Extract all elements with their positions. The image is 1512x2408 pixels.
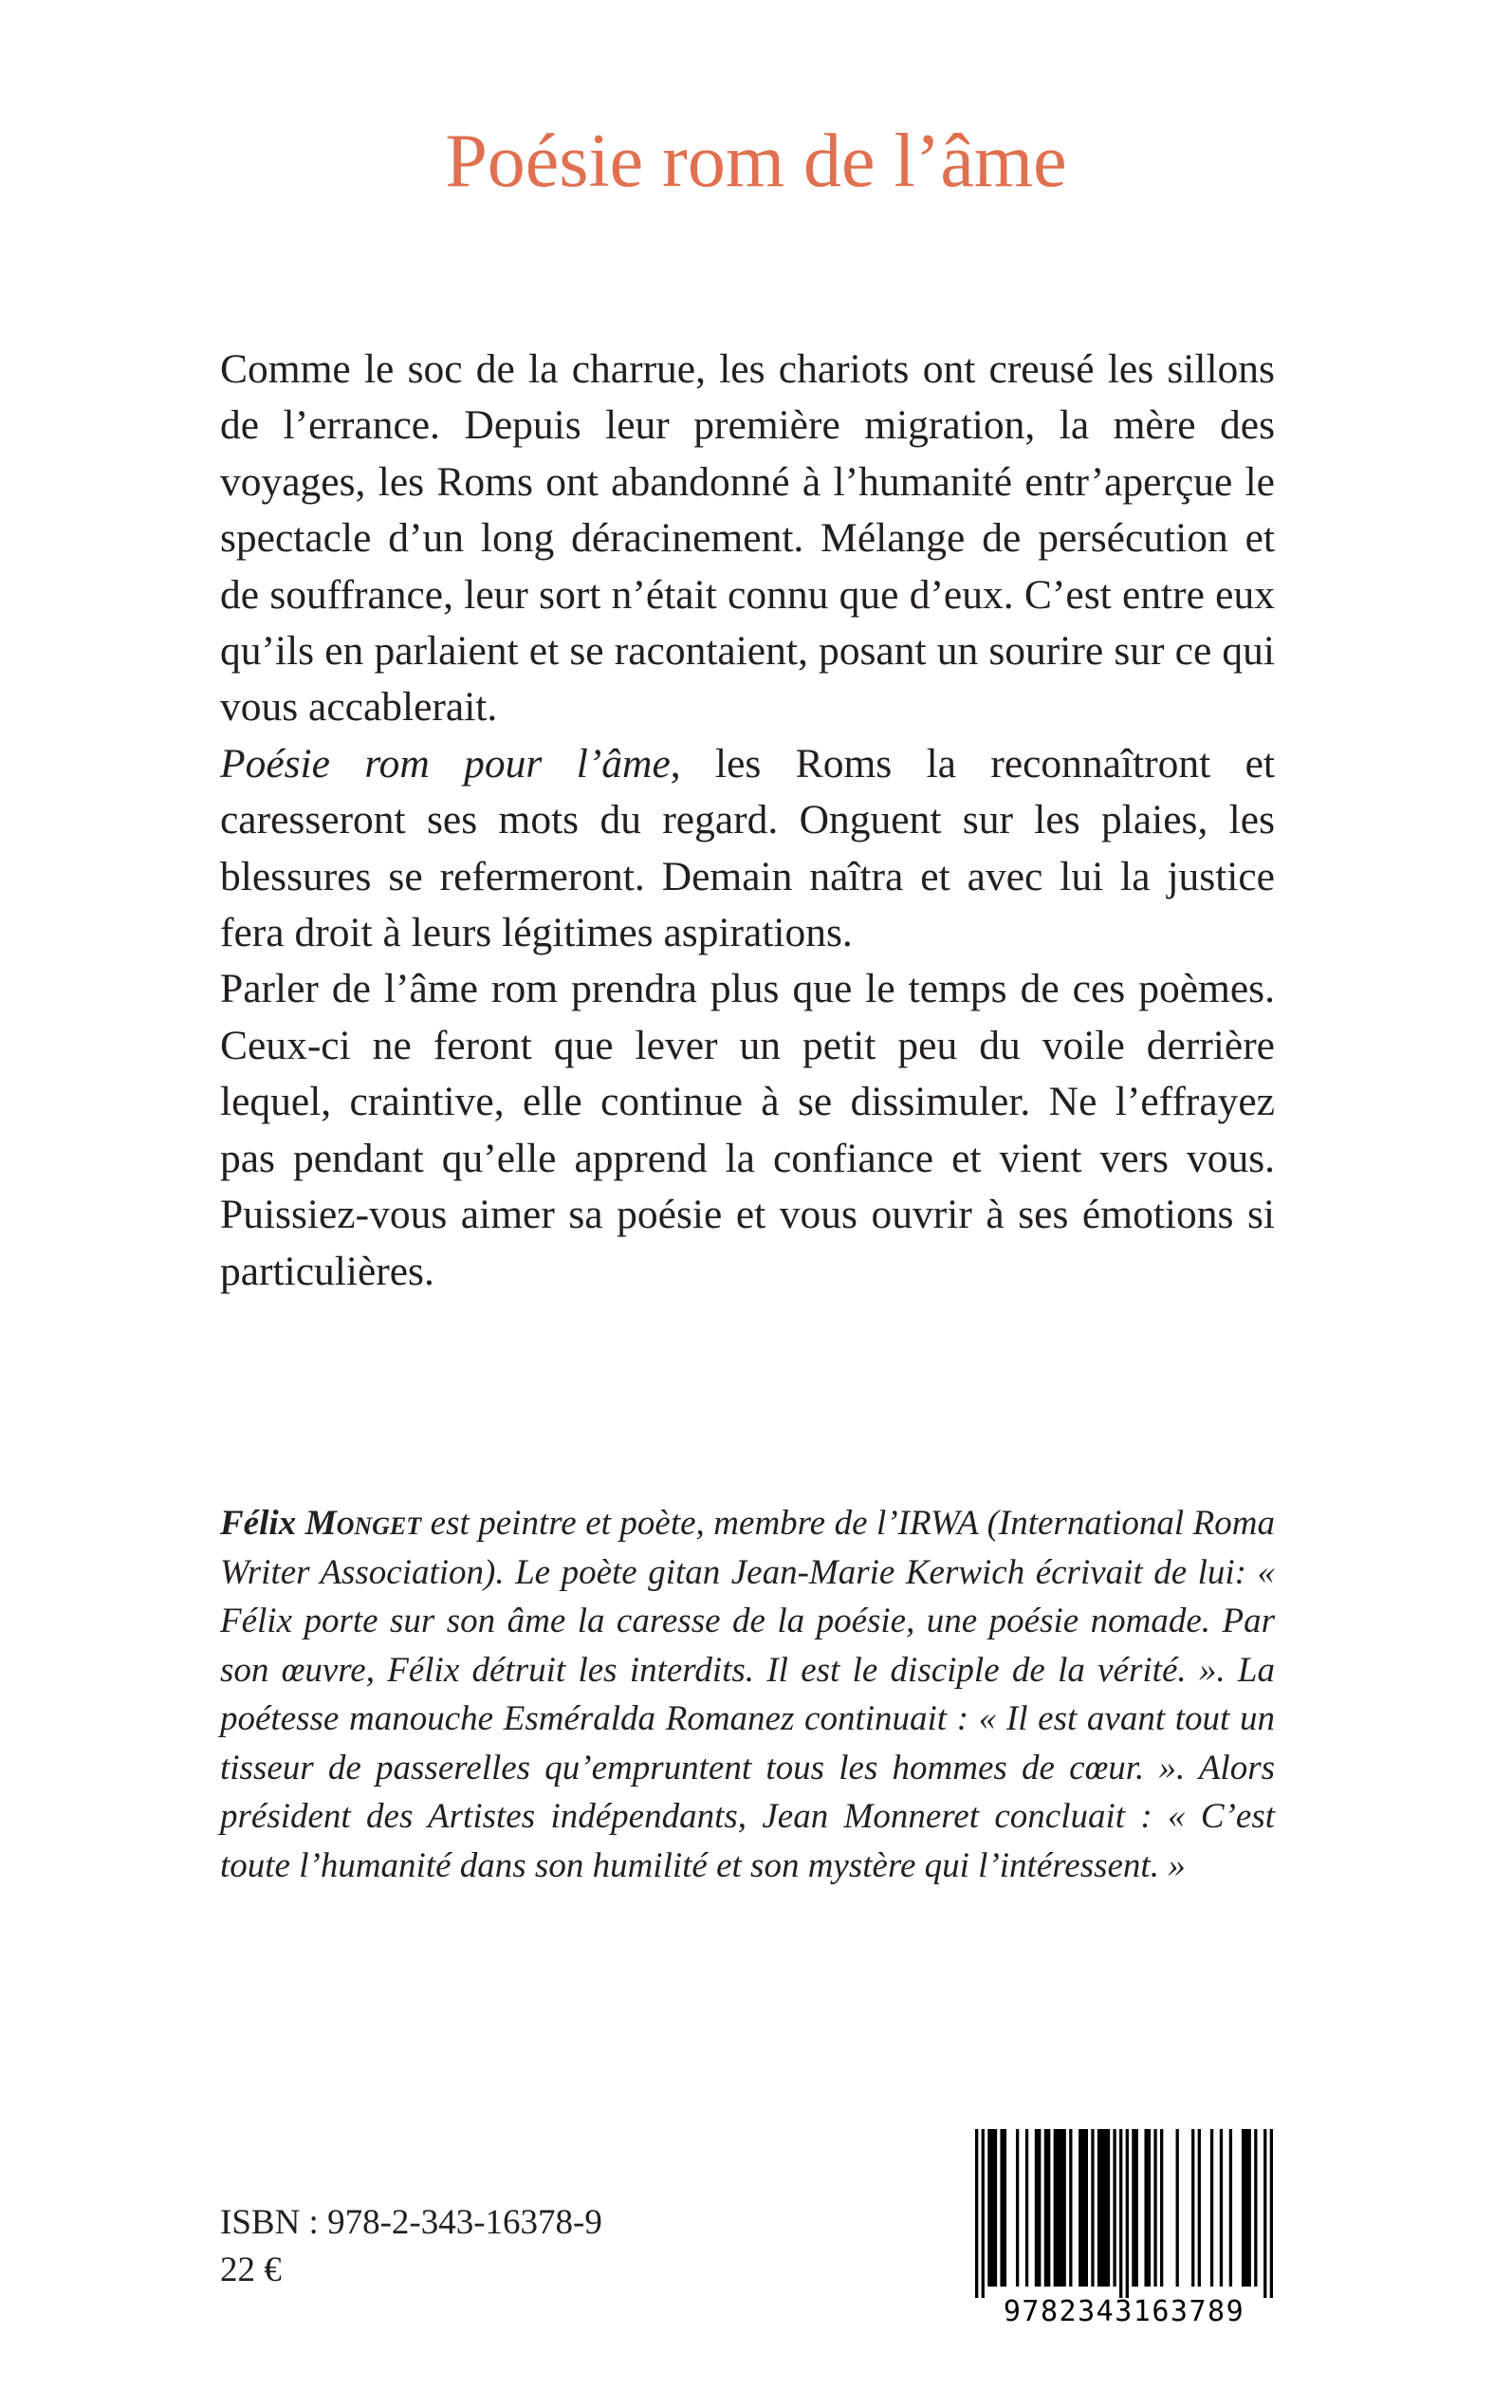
blurb-paragraph-2 [220, 736, 1275, 962]
back-cover-blurb [220, 342, 1275, 1300]
barcode-bar [975, 2129, 978, 2298]
barcode-bar [1132, 2129, 1138, 2287]
price: 22 € [220, 2251, 282, 2289]
barcode-bar [1119, 2129, 1122, 2298]
barcode-bar [1126, 2129, 1129, 2298]
barcode [968, 2127, 1281, 2326]
author-biography [220, 1499, 1275, 1890]
barcode-bar [1113, 2129, 1116, 2287]
barcode-bar [1097, 2129, 1110, 2287]
barcode-bar [1198, 2129, 1201, 2287]
barcode-bar [1144, 2129, 1151, 2287]
barcode-bar [1160, 2129, 1163, 2287]
barcode-bar [1210, 2129, 1213, 2287]
barcode-bar [1079, 2129, 1088, 2287]
book-title: Poésie rom de l’âme [445, 120, 1067, 203]
barcode-bar [1229, 2129, 1232, 2287]
barcode-bar [1016, 2129, 1019, 2287]
barcode-bar [982, 2129, 985, 2298]
barcode-bar [1035, 2129, 1042, 2287]
blurb-paragraph-3: Parler de l’âme rom prendra plus que le temps de ces poèmes. Ceux-ci ne feront que lever un petit peu du voile derrière lequel, craintive, elle continue à se dissimuler. Ne l’effrayez pas pendant qu’elle apprend la confiance et vient vers vous. Puissiez-vous aimer sa poésie et vous ouvrir à ses émotions si particulières. [220, 966, 1275, 1294]
barcode-bar [1044, 2129, 1051, 2287]
isbn: ISBN : 978-2-343-16378-9 [220, 2203, 602, 2242]
blurb-title-reference: Poésie rom pour l’âme [220, 740, 671, 787]
barcode-bar [987, 2129, 997, 2287]
blurb-paragraph-2-text: , les Roms la reconnaîtront et caresseront ses mots du regard. Onguent sur les plaies, les blessures se refermeront. Demain naîtra et avec lui la justice fera droit à leurs légitimes aspirations. [220, 740, 1275, 956]
author-first-name: Félix [220, 1504, 297, 1543]
barcode-bar [1054, 2129, 1066, 2287]
barcode-bar [1191, 2129, 1194, 2287]
author-name [220, 1504, 421, 1543]
barcode-bar [1263, 2129, 1266, 2298]
barcode-bar [1000, 2129, 1006, 2287]
barcode-bar [1242, 2129, 1251, 2287]
barcode-bar [1153, 2129, 1156, 2287]
author-last-name: Monget [304, 1504, 422, 1543]
barcode-bar [1176, 2129, 1179, 2287]
barcode-bar [1069, 2129, 1072, 2287]
barcode-bar [1270, 2129, 1273, 2298]
author-bio-text: est peintre et poète, membre de l’IRWA (International Roma Writer Association). Le poète gitan Jean-Marie Kerwich écrivait de lui: « Félix porte sur son âme la caresse de la poésie, une poésie nomade. Par son œuvre, Félix détruit les interdits. Il est le disciple de la vérité. ». La poétesse manouche Esméralda Romanez continuait : « Il est avant tout un tisseur de passerelles qu’empruntent tous les hommes de cœur. ». Alors président des Artistes indépendants, Jean Monneret concluait : « C’est toute l’humanité dans son humilité et son mystère qui l’intéressent. » [220, 1504, 1275, 1885]
barcode-bar [1091, 2129, 1094, 2287]
barcode-digits: 9782343163789 [1003, 2295, 1245, 2326]
blurb-paragraph-1: Comme le soc de la charrue, les chariots ont creusé les sillons de l’errance. Depuis leur première migration, la mère des voyages, les Roms ont abandonné à l’humanité entr’aperçue le spectacle d’un long déracinement. Mélange de persécution et de souffrance, leur sort n’était connu que d’eux. C’est entre eux qu’ils en parlaient et se racontaient, posant un sourire sur ce qui vous accablerait. [220, 346, 1275, 731]
barcode-bar [1220, 2129, 1223, 2287]
barcode-bar [1025, 2129, 1028, 2287]
barcode-bar [1254, 2129, 1257, 2287]
